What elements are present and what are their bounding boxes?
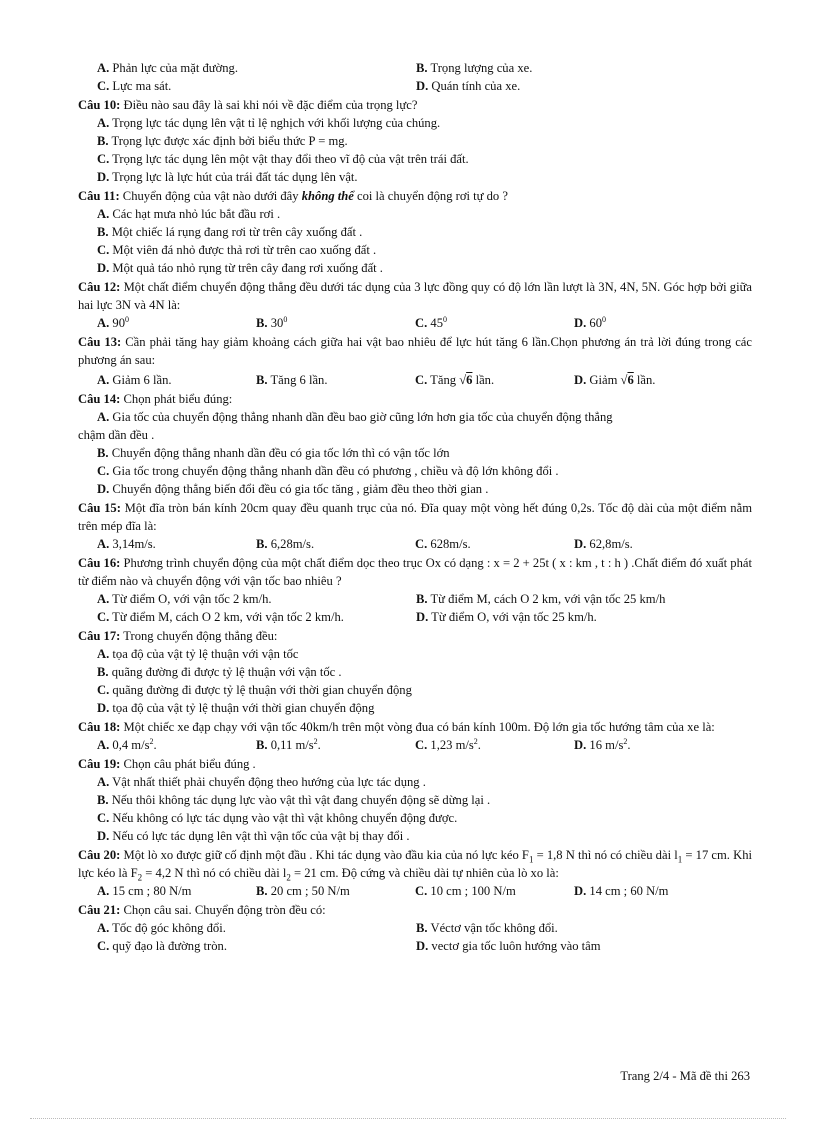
option-d: D. Giảm √6 lần.: [574, 373, 656, 387]
options-row: [78, 314, 752, 332]
option-c: C. 628m/s.: [415, 537, 471, 551]
question-17: [78, 627, 752, 717]
question-9-cont: [78, 59, 752, 95]
question-stem: Câu 15: Một đĩa tròn bán kính 20cm quay đều quanh trục của nó. Đĩa quay một vòng hết đúng 0,2s. Tốc độ dài của một điểm nằm trên mép đĩa là:: [78, 501, 752, 533]
question-21: [78, 901, 752, 955]
option-b: B. Nếu thôi không tác dụng lực vào vật thì vật đang chuyển động sẽ dừng lại .: [97, 793, 491, 807]
option-b: B. 20 cm ; 50 N/m: [256, 884, 350, 898]
question-15: [78, 499, 752, 553]
page-footer: Trang 2/4 - Mã đề thi 263: [620, 1069, 750, 1083]
question-stem: Câu 14: Chọn phát biểu đúng:: [78, 392, 233, 406]
options-row: [78, 371, 752, 389]
option-a: A. Gia tốc của chuyển động thẳng nhanh dần đều bao giờ cũng lớn hơn gia tốc của chuyển động thẳng: [97, 410, 613, 424]
option-b: B. Véctơ vận tốc không đổi.: [416, 921, 558, 935]
option-d: D. Nếu có lực tác dụng lên vật thì vận tốc của vật bị thay đổi .: [97, 829, 410, 843]
question-16: [78, 554, 752, 626]
option-c: C. Tăng √6 lần.: [415, 373, 495, 387]
question-18: [78, 718, 752, 754]
options-row: [78, 919, 752, 937]
option-b: B. 0,11 $m/s^2$.: [256, 736, 321, 752]
options-row: [78, 59, 752, 77]
option-a: A. Phản lực của mặt đường.: [97, 61, 238, 75]
page-bottom-divider: [30, 1118, 786, 1119]
option-d: D. tọa độ của vật tỷ lệ thuận với thời gian chuyển động: [97, 701, 375, 715]
option-b: B. Từ điểm M, cách O 2 km, với vận tốc 25 km/h: [416, 592, 666, 606]
option-a: A. Tốc độ góc không đổi.: [97, 921, 226, 935]
options-row: [78, 882, 752, 900]
option-c: C. Một viên đá nhỏ được thả rơi từ trên cao xuống đất .: [97, 243, 377, 257]
question-11: [78, 187, 752, 277]
question-19: [78, 755, 752, 845]
option-d: D. $60^0$: [574, 314, 606, 330]
option-d: D. Một quả táo nhỏ rụng từ trên cây đang rơi xuống đất .: [97, 261, 383, 275]
question-stem: Câu 18: Một chiếc xe đạp chạy với vận tốc 40km/h trên một vòng đua có bán kính 100m. Độ lớn gia tốc hướng tâm của xe là:: [78, 720, 715, 734]
sqrt-6: √6: [459, 373, 473, 387]
question-10: [78, 96, 752, 186]
option-a-continued: chậm dần đều .: [78, 428, 155, 442]
option-b: B. $30^0$: [256, 314, 288, 330]
option-b: B. Chuyển động thẳng nhanh dần đều có gia tốc lớn thì có vận tốc lớn: [97, 446, 450, 460]
option-a: A. Các hạt mưa nhỏ lúc bắt đầu rơi .: [97, 207, 281, 221]
question-stem: Câu 20: Một lò xo được giữ cố định một đầu . Khi tác dụng vào đầu kia của nó lực kéo $F_1 = 1,8$ N thì nó có chiều dài $l_1 = 17$ cm. Khi lực kéo là $F_2 = 4,2$ N thì nó có chiều dài $l_2 = 21$ cm. Độ cứng và chiều dài tự nhiên của lò xo là:: [78, 848, 752, 883]
option-a: A. 0,4 $m/s^2$.: [97, 736, 157, 752]
option-c: C. Lực ma sát.: [97, 79, 172, 93]
option-c: C. 1,23 $m/s^2$.: [415, 736, 481, 752]
option-b: B. 6,28m/s.: [256, 537, 315, 551]
question-12: [78, 278, 752, 332]
options-row: [78, 608, 752, 626]
exam-page: [78, 58, 752, 955]
option-c: C. Gia tốc trong chuyển động thẳng nhanh dần đều có phương , chiều và độ lớn không đổi .: [97, 464, 559, 478]
sqrt-6: √6: [620, 373, 634, 387]
option-c: C. Trọng lực tác dụng lên một vật thay đổi theo vĩ độ của vật trên trái đất.: [97, 152, 469, 166]
question-stem: Câu 17: Trong chuyển động thẳng đều:: [78, 629, 278, 643]
option-a: A. 3,14m/s.: [97, 537, 156, 551]
option-a: A. tọa độ của vật tỷ lệ thuận với vận tốc: [97, 647, 299, 661]
question-stem: Câu 12: Một chất điểm chuyển động thẳng đều dưới tác dụng của 3 lực đồng quy có độ lớn lần lượt là 3N, 4N, 5N. Góc hợp bởi giữa hai lực 3N và 4N là:: [78, 280, 752, 312]
option-c: C. $45^0$: [415, 314, 447, 330]
option-d: D. vectơ gia tốc luôn hướng vào tâm: [416, 939, 601, 953]
option-b: B. quãng đường đi được tỷ lệ thuận với vận tốc .: [97, 665, 342, 679]
question-stem: Câu 10: Điều nào sau đây là sai khi nói về đặc điểm của trọng lực?: [78, 98, 418, 112]
question-stem: Câu 13: Cần phải tăng hay giảm khoảng cách giữa hai vật bao nhiêu để lực hút tăng 6 lần.Chọn phương án trả lời đúng trong các phương án sau:: [78, 335, 752, 367]
option-d: D. Quán tính của xe.: [416, 79, 521, 93]
option-d: D. Trọng lực là lực hút của trái đất tác dụng lên vật.: [97, 170, 358, 184]
option-c: C. quỹ đạo là đường tròn.: [97, 939, 227, 953]
option-a: A. Trọng lực tác dụng lên vật tỉ lệ nghịch với khối lượng của chúng.: [97, 116, 441, 130]
option-d: D. 16 $m/s^2$.: [574, 736, 631, 752]
option-b: B. Tăng 6 lần.: [256, 373, 328, 387]
options-row: [78, 535, 752, 553]
option-d: D. 14 cm ; 60 N/m: [574, 884, 669, 898]
question-stem: Câu 19: Chọn câu phát biểu đúng .: [78, 757, 256, 771]
option-d: D. Từ điểm O, với vận tốc 25 km/h.: [416, 610, 597, 624]
option-a: A. 15 cm ; 80 N/m: [97, 884, 192, 898]
option-c: C. Từ điểm M, cách O 2 km, với vận tốc 2 km/h.: [97, 610, 344, 624]
question-stem: Câu 21: Chọn câu sai. Chuyển động tròn đều có:: [78, 903, 326, 917]
question-20: [78, 846, 752, 900]
options-row: [78, 937, 752, 955]
question-stem: Câu 16: Phương trình chuyển động của một chất điểm dọc theo trục Ox có dạng : x = 2 + 25t ( x : km , t : h ) .Chất điểm đó xuất phát từ điểm nào và chuyển động với vận tốc bao nhiêu ?: [78, 556, 752, 588]
option-c: C. 10 cm ; 100 N/m: [415, 884, 516, 898]
option-b: B. Trọng lượng của xe.: [416, 61, 533, 75]
option-c: C. Nếu không có lực tác dụng vào vật thì vật không chuyển động được.: [97, 811, 458, 825]
option-d: D. 62,8m/s.: [574, 537, 633, 551]
options-row: [78, 736, 752, 754]
option-a: A. Vật nhất thiết phải chuyển động theo hướng của lực tác dụng .: [97, 775, 426, 789]
question-14: [78, 390, 752, 498]
option-b: B. Trọng lực được xác định bởi biểu thức P = mg.: [97, 134, 348, 148]
question-stem: Câu 11: Chuyển động của vật nào dưới đây không thể coi là chuyển động rơi tự do ?: [78, 189, 508, 203]
option-b: B. Một chiếc lá rụng đang rơi từ trên cây xuống đất .: [97, 225, 363, 239]
option-c: C. quãng đường đi được tỷ lệ thuận với thời gian chuyển động: [97, 683, 412, 697]
option-d: D. Chuyển động thẳng biến đổi đều có gia tốc tăng , giảm đều theo thời gian .: [97, 482, 489, 496]
option-a: A. Giảm 6 lần.: [97, 373, 172, 387]
option-a: A. $90^0$: [97, 314, 129, 330]
option-a: A. Từ điểm O, với vận tốc 2 km/h.: [97, 592, 272, 606]
options-row: [78, 590, 752, 608]
question-13: [78, 333, 752, 389]
options-row: [78, 77, 752, 95]
